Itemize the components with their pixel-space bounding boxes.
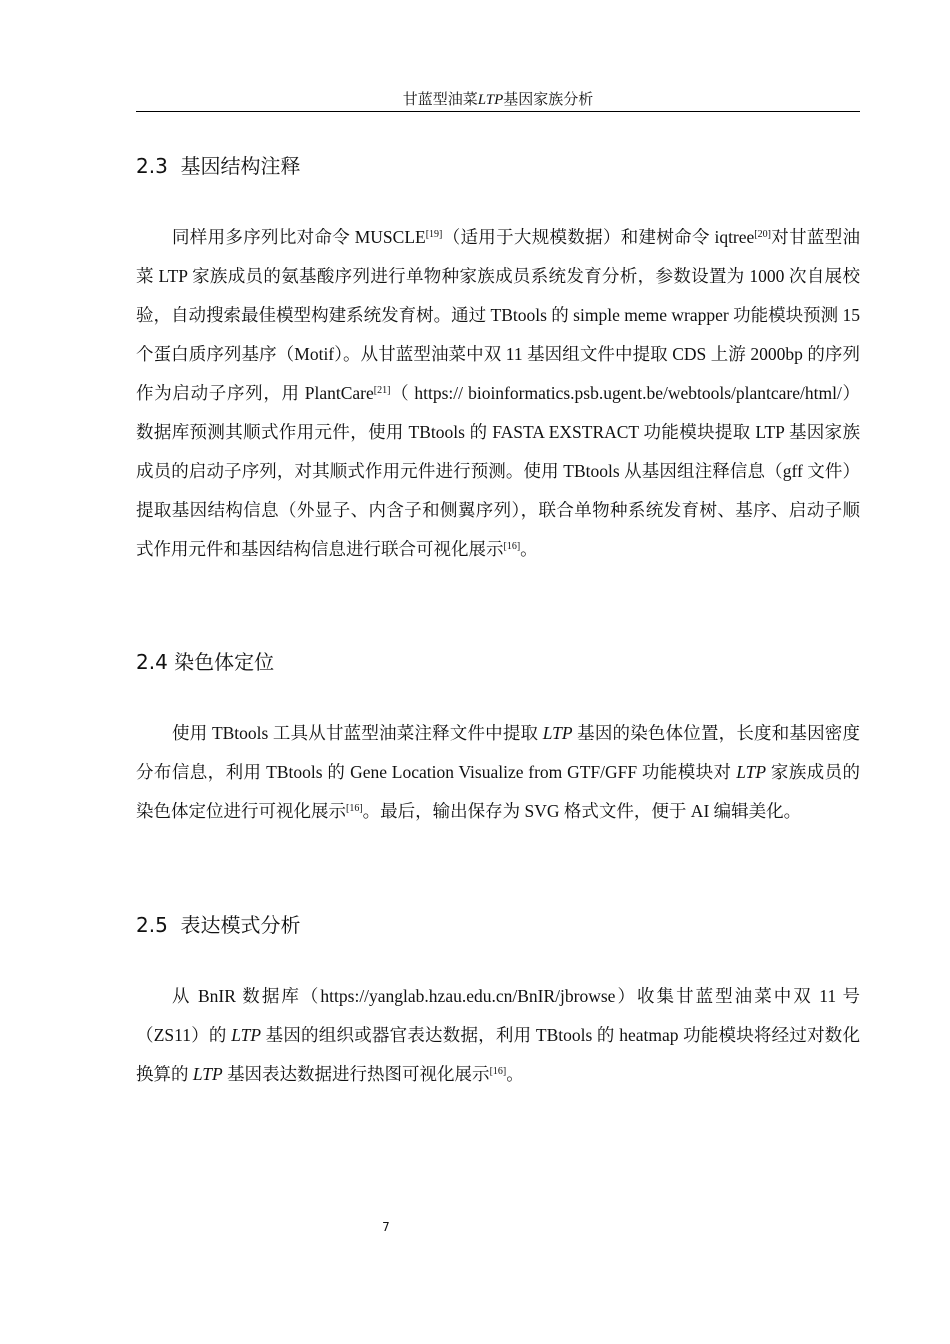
citation-16: [16]	[346, 803, 363, 814]
text-run: 基因的组织或器官表达数据，利用 TBtools 的 heatmap 功能模块将经过对数化换算的	[136, 1025, 860, 1084]
text-run: 使用 TBtools 工具从甘蓝型油菜注释文件中提取	[172, 723, 543, 743]
text-run: 基因表达数据进行热图可视化展示	[222, 1064, 490, 1084]
paragraph-gene-structure	[136, 218, 860, 569]
header-text-suffix: 基因家族分析	[503, 92, 594, 108]
paragraph-expression-analysis	[136, 977, 860, 1094]
section-heading-2-5: 2.5 表达模式分析	[136, 913, 301, 937]
text-run: 对甘蓝型油菜 LTP 家族成员的氨基酸序列进行单物种家族成员系统发育分析，参数设置为 1000 次自展校验，自动搜索最佳模型构建系统发育树。通过 TBtools 的 simple meme wrapper 功能模块预测 15 个蛋白质序列基序（Motif）。从甘蓝型油菜中双 11 基因组文件中提取 CDS 上游 2000bp 的序列作为启动子序列，用 PlantCare	[136, 227, 860, 403]
text-run: 家族成员的染色体定位进行可视化展示	[136, 762, 861, 821]
gene-name-italic: LTP	[192, 1064, 223, 1084]
header-text-italic: LTP	[477, 92, 504, 108]
text-run: 。	[506, 1064, 524, 1084]
citation-19: [19]	[425, 229, 443, 240]
text-run: 。最后，输出保存为 SVG 格式文件，便于 AI 编辑美化。	[362, 801, 802, 821]
text-run: （ https:// bioinformatics.psb.ugent.be/webtools/plantcare/html/）数据库预测其顺式作用元件，使用 TBtools 的 FASTA EXSTRACT 功能模块提取 LTP 基因家族成员的启动子序列，对其顺式作用元件进行预测。使用 TBtools 从基因组注释信息（gff 文件）提取基因结构信息（外显子、内含子和侧翼序列），联合单物种系统发育树、基序、启动子顺式作用元件和基因结构信息进行联合可视化展示	[136, 383, 861, 559]
text-run: 同样用多序列比对命令 MUSCLE	[172, 227, 426, 247]
gene-name-italic: LTP	[542, 723, 573, 743]
gene-name-italic: LTP	[736, 762, 767, 782]
running-header	[136, 92, 860, 112]
text-run: 。	[520, 539, 538, 559]
page-number: 7	[382, 1220, 390, 1234]
text-run: 基因的染色体位置，长度和基因密度分布信息，利用 TBtools 的 Gene Location Visualize from GTF/GFF 功能模块对	[136, 723, 860, 782]
header-text-prefix: 甘蓝型油菜	[402, 92, 478, 108]
citation-16: [16]	[503, 541, 521, 552]
paragraph-chromosome-location	[136, 714, 860, 831]
section-heading-2-4: 2.4 染色体定位	[136, 650, 275, 674]
citation-21: [21]	[373, 385, 391, 396]
section-heading-2-3: 2.3 基因结构注释	[136, 154, 301, 178]
text-run: （适用于大规模数据）和建树命令 iqtree	[442, 227, 755, 247]
citation-20: [20]	[754, 229, 771, 240]
gene-name-italic: LTP	[231, 1025, 262, 1045]
citation-16: [16]	[489, 1066, 507, 1077]
text-run: 从 BnIR 数据库（https://yanglab.hzau.edu.cn/BnIR/jbrowse）收集甘蓝型油菜中双 11 号（ZS11）的	[136, 986, 860, 1045]
